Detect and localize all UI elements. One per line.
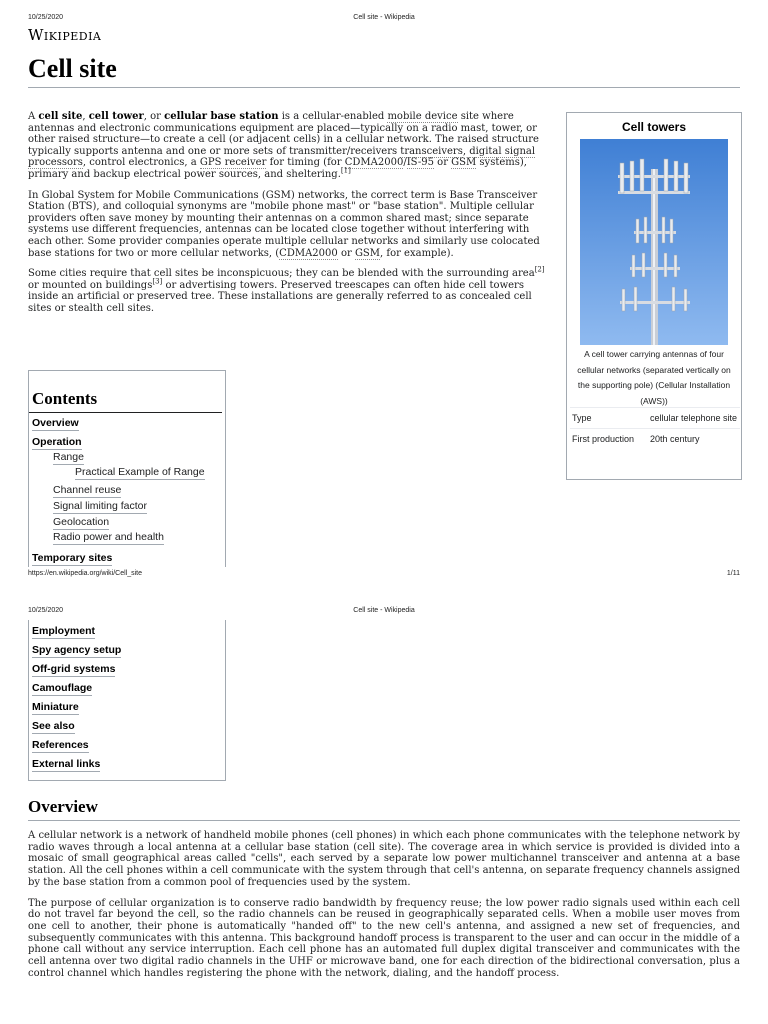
print-date-2: 10/25/2020 — [28, 607, 64, 614]
infobox-key: Type — [570, 408, 648, 429]
toc-item-signal-limiting[interactable]: Signal limiting factor — [53, 500, 147, 512]
ref-1[interactable]: [1] — [340, 166, 351, 175]
overview-body — [28, 830, 740, 988]
overview-paragraph-1: A cellular network is a network of handheld mobile phones (cell phones) in which each phone communicates with the telephone network by radio waves through a local antenna at a cellular base station (cell site). The coverage area in which service is provided is divided into a mosaic of small geographical areas called "cells", each served by a separate low power multichannel transceiver and antenna at a base station. All the cell phones within a cell communicate with the system through that cell's antenna, on separate frequency channels assigned by the base station from a common pool of frequencies used by the system. — [28, 830, 740, 888]
table-of-contents-continued — [28, 620, 226, 781]
overview-paragraph-2: The purpose of cellular organization is to conserve radio bandwidth by frequency reuse; the low power radio signals used within each cell do not travel far beyond the cell, so the radio channels can be reused in geographically separated cells. When a mobile user moves from one cell to another, their phone is automatically "handed off" to the new cell's antenna, and assigned a new set of frequencies, and subsequently communicates with this antenna. This background handoff process is transparent to the user and can occur in the middle of a phone call without any service interruption. Each cell phone has an automated full duplex digital transceiver and communicates with the cell antenna over two digital radio channels in the UHF or microwave band, one for each direction of the bidirectional conversation, plus a control channel which handles registering the phone with the network, dialing, and the handoff process. — [28, 897, 740, 979]
ref-2[interactable]: [2] — [534, 265, 545, 274]
wikipedia-logo[interactable]: Wikipedia — [28, 26, 102, 44]
toc-item-miniature[interactable]: Miniature — [32, 701, 79, 713]
infobox-row-type — [570, 408, 740, 429]
link-gsm[interactable]: GSM — [451, 157, 477, 169]
ref-3[interactable]: [3] — [152, 277, 163, 286]
infobox-key: First production — [570, 429, 648, 450]
infobox-table — [570, 407, 740, 449]
toc-item-channel-reuse[interactable]: Channel reuse — [53, 484, 122, 496]
link-gsm-2[interactable]: GSM — [354, 247, 381, 259]
infobox-row-first-production — [570, 429, 740, 450]
toc-item-employment[interactable]: Employment — [32, 625, 96, 637]
toc-item-temporary-sites[interactable]: Temporary sites — [32, 552, 113, 564]
toc-item-geolocation[interactable]: Geolocation — [53, 516, 110, 528]
table-of-contents — [28, 370, 226, 567]
toc-heading: Contents — [29, 371, 222, 413]
article-intro — [28, 111, 556, 324]
link-gps[interactable]: GPS receiver — [199, 157, 267, 169]
toc-item-see-also[interactable]: See also — [32, 720, 75, 732]
link-dsp[interactable]: digital signal processors — [28, 145, 536, 169]
infobox-caption: A cell tower carrying antennas of four cellular networks (separated vertically on the supporting pole) (Cellular Installation (AWS)) — [577, 349, 731, 406]
link-cdma2000-2[interactable]: CDMA2000 — [279, 247, 338, 259]
cell-tower-photo[interactable] — [580, 139, 728, 345]
intro-paragraph-2: In Global System for Mobile Communications (GSM) networks, the correct term is Base Transceiver Station (BTS), and colloquial synonyms are "mobile phone mast" or "base station". Multiple cellular providers often save money by mounting their antennas on a common shared mast; since separate systems use different frequencies, antennas can be located close together without interfering with each other. Some provider companies operate multiple cellular networks and similarly use colocated base stations for two or more cellular networks, (CDMA2000 or GSM, for example). — [28, 189, 540, 259]
print-title-2: Cell site - Wikipedia — [353, 607, 415, 614]
toc-item-camouflage[interactable]: Camouflage — [32, 682, 93, 694]
toc-item-practical-example[interactable]: Practical Example of Range — [75, 466, 205, 478]
infobox-value: 20th century — [648, 429, 740, 450]
page-title: Cell site — [28, 54, 740, 88]
print-url: https://en.wikipedia.org/wiki/Cell_site — [28, 570, 142, 577]
toc-item-overview[interactable]: Overview — [32, 417, 79, 429]
intro-paragraph-3: Some cities require that cell sites be inconspicuous; they can be blended with the surrounding area[2] or mounted on buildings[3] or advertising towers. Preserved treescapes can often hide cell towers inside an artificial or preserved tree. These installations are generally referred to as concealed cell sites or stealth cell sites. — [28, 265, 545, 314]
infobox-value[interactable]: cellular telephone site — [648, 408, 740, 429]
link-cdma2000[interactable]: CDMA2000 — [344, 157, 404, 169]
print-title: Cell site - Wikipedia — [353, 14, 415, 21]
section-heading-overview: Overview — [28, 797, 740, 821]
link-transceivers[interactable]: transceivers — [400, 145, 463, 157]
toc-item-off-grid[interactable]: Off-grid systems — [32, 663, 116, 675]
toc-item-spy-agency[interactable]: Spy agency setup — [32, 644, 122, 656]
toc-item-references[interactable]: References — [32, 739, 89, 751]
print-date: 10/25/2020 — [28, 14, 64, 21]
link-mobile-device[interactable]: mobile device — [387, 111, 458, 122]
toc-item-radio-power[interactable]: Radio power and health — [53, 531, 164, 543]
intro-paragraph-1: A cell site, cell tower, or cellular base station is a cellular-enabled mobile device site where antennas and electronic communications equipment are placed—typically on a radio mast, tower, or other raised structure—to create a cell (or adjacent cells) in a cellular network. The raised structure typically supports antenna and one or more sets of transmitter/receivers transceivers, digital signal processors, control electronics, a GPS receiver for timing (for CDMA2000/IS-95 or GSM systems), primary and backup electrical power sources, and sheltering.[1] — [28, 111, 539, 180]
link-is95[interactable]: IS-95 — [406, 157, 434, 169]
toc-item-external-links[interactable]: External links — [32, 758, 101, 770]
print-page-number: 1/11 — [726, 570, 740, 577]
infobox-title: Cell towers — [621, 120, 687, 134]
infobox — [566, 112, 742, 480]
toc-item-range[interactable]: Range — [53, 451, 84, 463]
toc-item-operation[interactable]: Operation — [32, 436, 82, 448]
